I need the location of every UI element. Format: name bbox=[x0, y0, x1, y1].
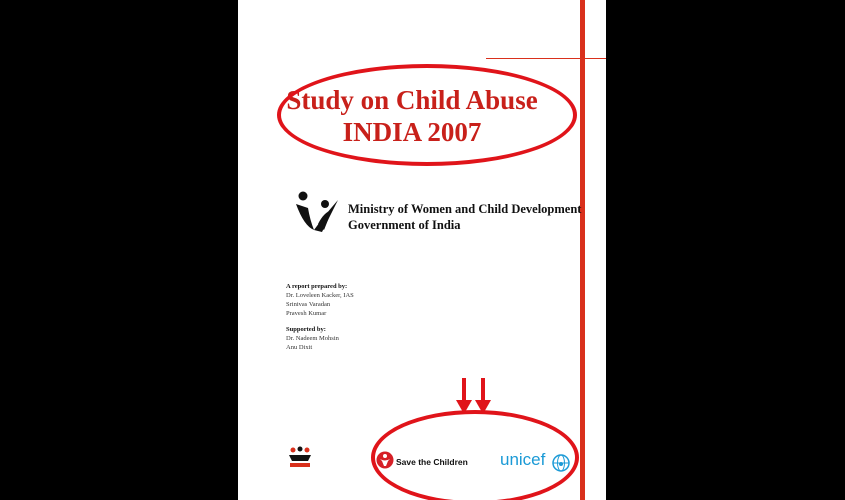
save-the-children-logo-icon bbox=[376, 451, 394, 469]
supported-heading: Supported by: bbox=[286, 326, 326, 333]
partner-logo-icon bbox=[286, 445, 314, 469]
vertical-margin-line bbox=[580, 0, 585, 500]
partners-highlight-ellipse bbox=[371, 410, 579, 500]
document-page bbox=[238, 0, 606, 500]
supporter: Dr. Nadeem Mohsin bbox=[286, 335, 339, 342]
save-the-children-label: Save the Children bbox=[396, 457, 468, 467]
report-author: Srinivas Varadan bbox=[286, 301, 331, 308]
horizontal-margin-line bbox=[486, 58, 606, 59]
unicef-globe-icon bbox=[552, 454, 570, 472]
title-highlight-ellipse bbox=[277, 64, 577, 166]
ministry-name bbox=[348, 201, 581, 233]
report-heading: A report prepared by: bbox=[286, 283, 348, 290]
document-title-line1: Study on Child Abuse bbox=[286, 85, 538, 115]
ministry-line1: Ministry of Women and Child Development bbox=[348, 202, 582, 216]
ministry-line2: Government of India bbox=[348, 218, 461, 232]
report-author: Dr. Loveleen Kacker, IAS bbox=[286, 292, 354, 299]
ministry-logo-icon bbox=[294, 190, 340, 236]
unicef-label: unicef bbox=[500, 450, 546, 469]
supporter: Anu Dixit bbox=[286, 344, 313, 351]
report-author: Pravesh Kumar bbox=[286, 310, 327, 317]
document-title-line2: INDIA 2007 bbox=[342, 117, 482, 147]
